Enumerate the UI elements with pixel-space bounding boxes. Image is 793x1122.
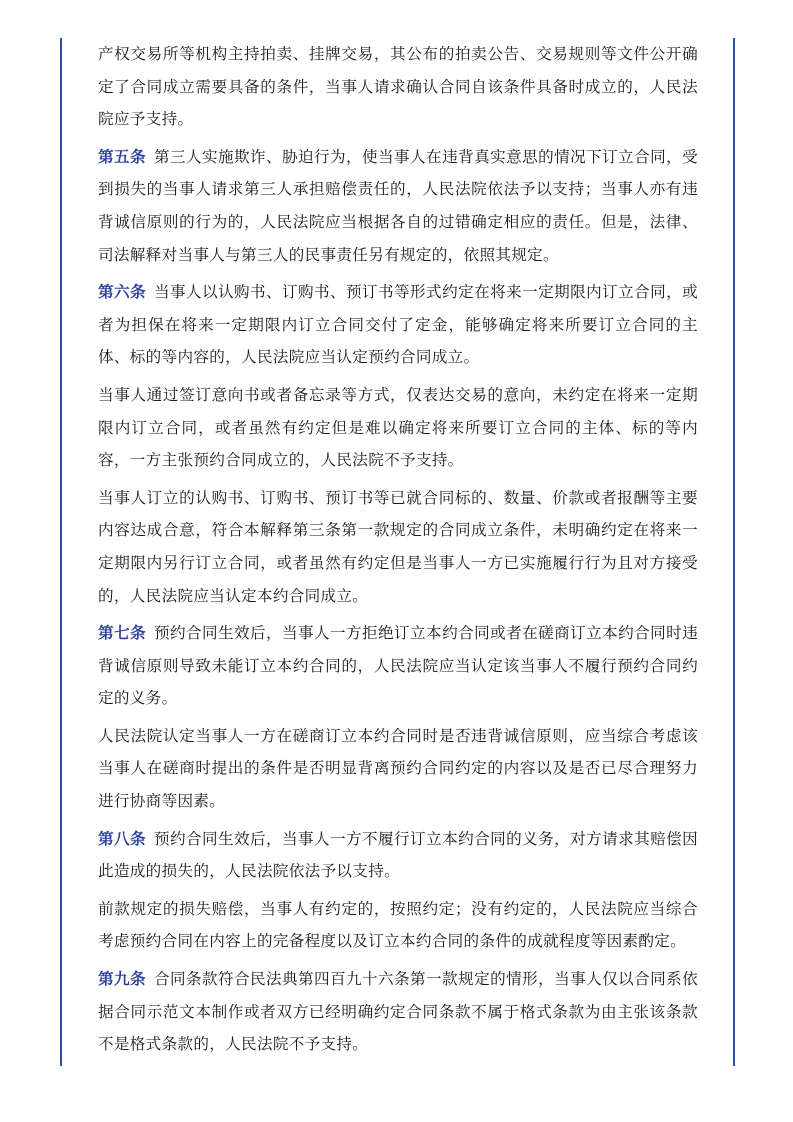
paragraph (98, 893, 698, 958)
article-label: 第九条 (98, 970, 147, 989)
paragraph (98, 823, 698, 888)
paragraph (98, 963, 698, 1061)
paragraph (98, 276, 698, 374)
article-label: 第七条 (98, 624, 147, 643)
article-label: 第六条 (98, 283, 147, 302)
left-margin-rule (60, 38, 62, 1066)
article-label: 第五条 (98, 147, 147, 166)
paragraph-text: 当事人通过签订意向书或者备忘录等方式，仅表达交易的意向，未约定在将来一定期限内订立合同，或者虽然有约定但是难以确定将来所要订立合同的主体、标的等内容，一方主张预约合同成立的，人民法院不予支持。 (98, 385, 698, 470)
paragraph-text: 第三人实施欺诈、胁迫行为，使当事人在违背真实意思的情况下订立合同，受到损失的当事人请求第三人承担赔偿责任的，人民法院依法予以支持；当事人亦有违背诚信原则的行为的，人民法院应当根据各自的过错确定相应的责任。但是，法律、司法解释对当事人与第三人的民事责任另有规定的，依照其规定。 (98, 147, 698, 264)
paragraph (98, 379, 698, 477)
paragraph-text: 产权交易所等机构主持拍卖、挂牌交易，其公布的拍卖公告、交易规则等文件公开确定了合同成立需要具备的条件，当事人请求确认合同自该条件具备时成立的，人民法院应予支持。 (98, 45, 698, 129)
paragraph (98, 38, 698, 136)
paragraph-text: 预约合同生效后，当事人一方拒绝订立本约合同或者在磋商订立本约合同时违背诚信原则导致未能订立本约合同的，人民法院应当认定该当事人不履行预约合同约定的义务。 (98, 624, 698, 708)
paragraph-text: 前款规定的损失赔偿，当事人有约定的，按照约定；没有约定的，人民法院应当综合考虑预约合同在内容上的完备程度以及订立本约合同的条件的成就程度等因素酌定。 (98, 899, 698, 951)
paragraph-text: 合同条款符合民法典第四百九十六条第一款规定的情形，当事人仅以合同系依据合同示范文本制作或者双方已经明确约定合同条款不属于格式条款为由主张该条款不是格式条款的，人民法院不予支持。 (98, 970, 698, 1054)
paragraph-text: 预约合同生效后，当事人一方不履行订立本约合同的义务，对方请求其赔偿因此造成的损失的，人民法院依法予以支持。 (98, 829, 698, 881)
paragraph-text: 当事人订立的认购书、订购书、预订书等已就合同标的、数量、价款或者报酬等主要内容达成合意，符合本解释第三条第一款规定的合同成立条件，未明确约定在将来一定期限内另行订立合同，或者虽然有约定但是当事人一方已实施履行行为且对方接受的，人民法院应当认定本约合同成立。 (98, 488, 698, 605)
paragraph-text: 人民法院认定当事人一方在磋商订立本约合同时是否违背诚信原则，应当综合考虑该当事人在磋商时提出的条件是否明显背离预约合同约定的内容以及是否已尽合理努力进行协商等因素。 (98, 726, 698, 811)
right-margin-rule (733, 38, 735, 1066)
paragraph (98, 617, 698, 715)
paragraph-text: 当事人以认购书、订购书、预订书等形式约定在将来一定期限内订立合同，或者为担保在将来一定期限内订立合同交付了定金，能够确定将来所要订立合同的主体、标的等内容的，人民法院应当认定预约合同成立。 (98, 283, 698, 367)
document-body (98, 38, 698, 1066)
article-label: 第八条 (98, 829, 147, 848)
paragraph (98, 720, 698, 818)
paragraph (98, 482, 698, 612)
paragraph (98, 141, 698, 271)
